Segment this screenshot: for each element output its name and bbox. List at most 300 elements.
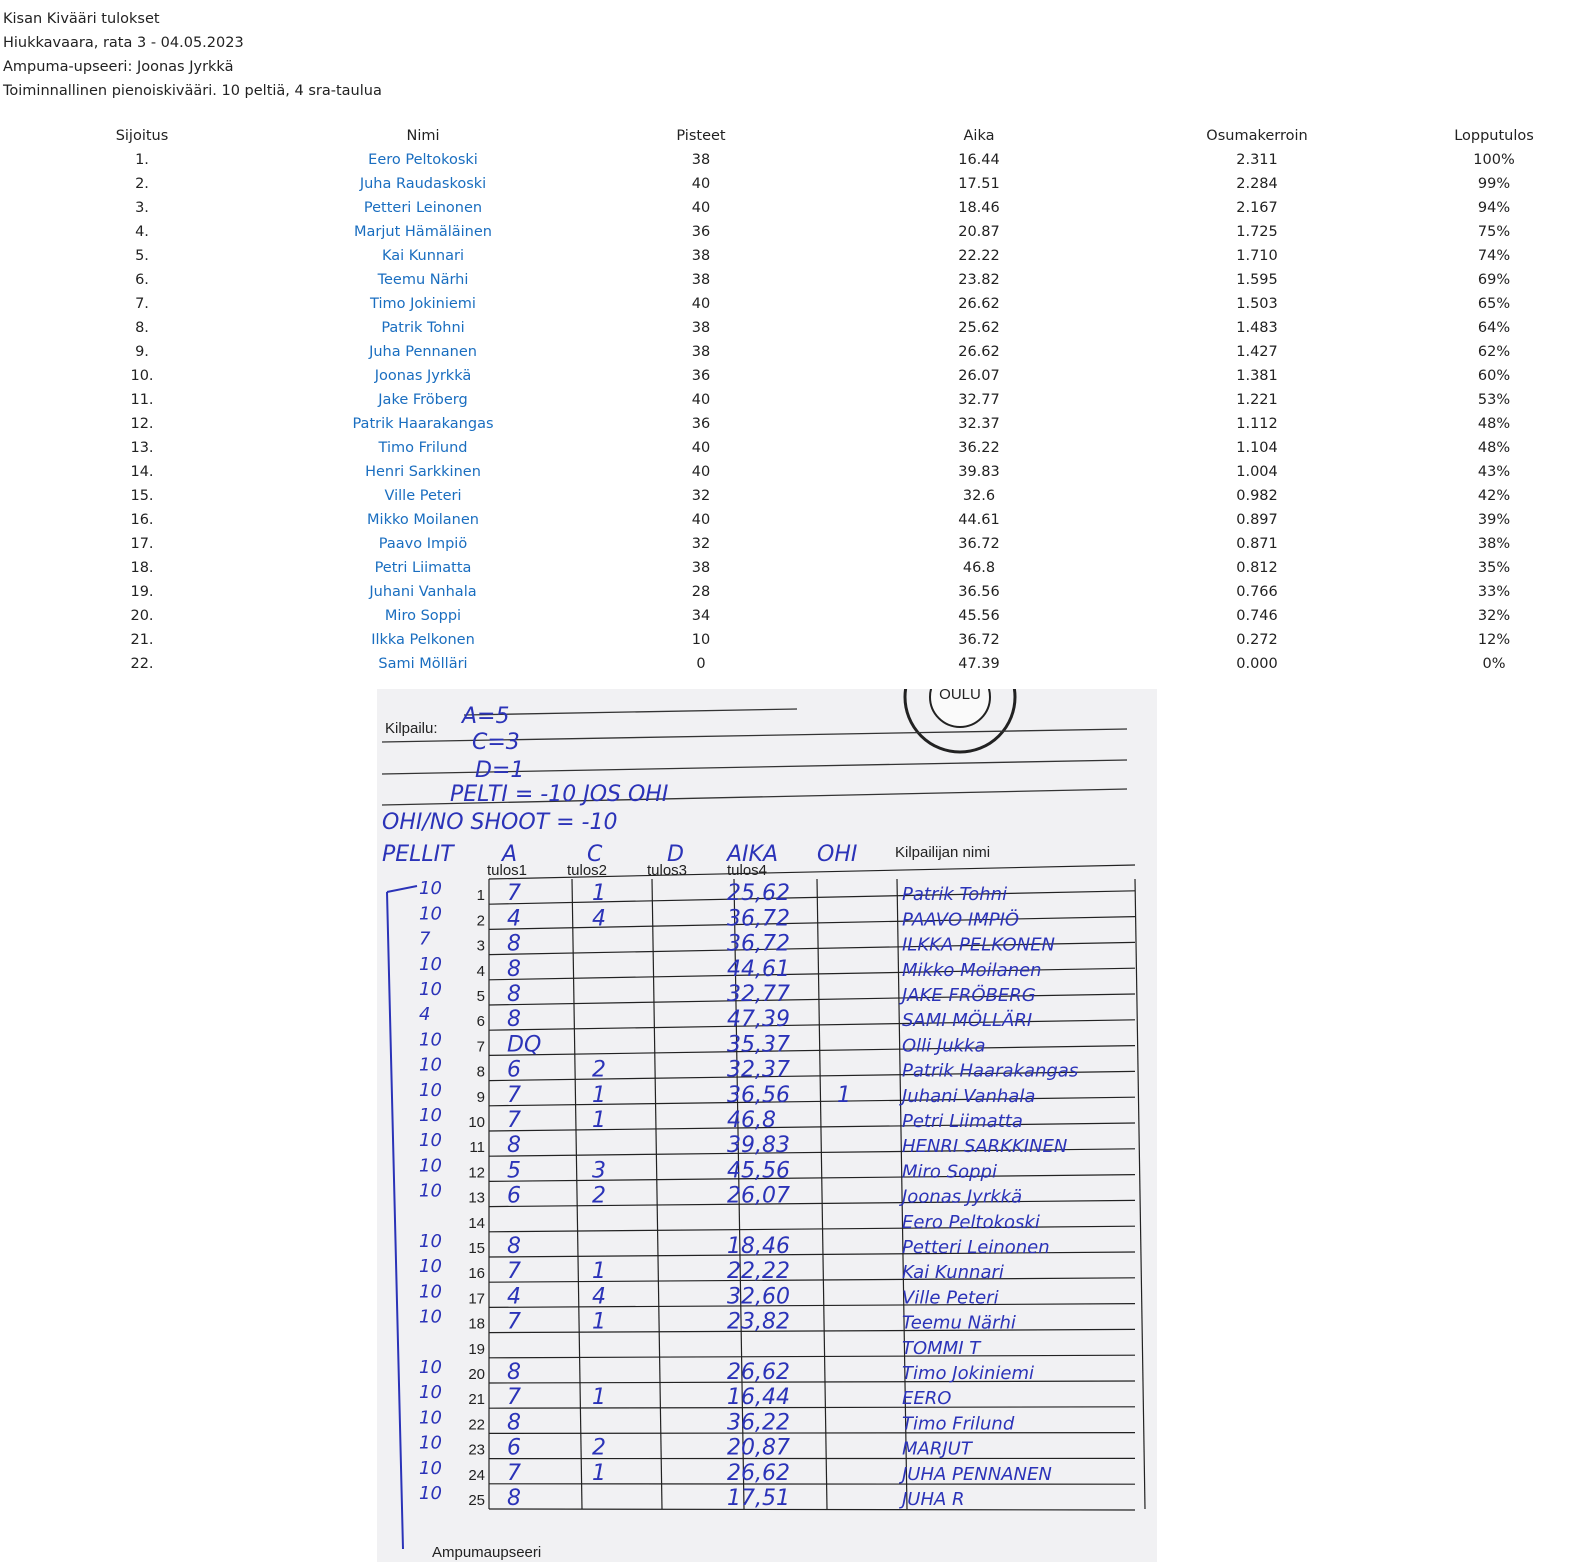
handwritten-a-hits: 7 [507, 1108, 521, 1133]
handwritten-time: 20,87 [727, 1435, 790, 1461]
handwritten-competitor-name: JUHA R [902, 1489, 965, 1510]
handwritten-column-letter: D [667, 842, 684, 867]
handwritten-time: 47,39 [727, 1007, 790, 1033]
row-number: 3 [476, 937, 485, 955]
competitor-link[interactable]: Patrik Haarakangas [352, 416, 494, 432]
cell-hit-factor: 1.104 [1236, 440, 1278, 456]
handwritten-a-hits: 6 [507, 1057, 521, 1083]
cell-hit-factor: 1.483 [1236, 320, 1278, 336]
handwritten-c-hits: 1 [592, 1082, 606, 1108]
cell-time: 23.82 [958, 272, 1000, 288]
handwritten-c-hits: 1 [592, 881, 606, 907]
handwritten-competitor-name: Ville Peteri [902, 1287, 999, 1309]
col-header-rank: Sijoitus [115, 128, 169, 144]
handwritten-pellit: 10 [419, 1407, 442, 1429]
competitor-link[interactable]: Ville Peteri [384, 488, 462, 504]
handwritten-a-hits: 8 [507, 1007, 521, 1033]
cell-points: 40 [691, 200, 711, 216]
table-row [0, 244, 1592, 268]
cell-rank: 13. [130, 440, 154, 456]
handwritten-time: 32,60 [727, 1284, 790, 1310]
cell-points: 28 [691, 584, 711, 600]
handwritten-c-hits: 1 [592, 1309, 606, 1335]
cell-hit-factor: 1.503 [1236, 296, 1278, 312]
handwritten-competitor-name: Miro Soppi [902, 1161, 997, 1183]
cell-result: 74% [1477, 248, 1511, 264]
printed-name-header: Kilpailijan nimi [895, 844, 991, 861]
handwritten-column-letter: A [502, 842, 518, 867]
cell-rank: 12. [130, 416, 154, 432]
cell-time: 44.61 [958, 512, 1000, 528]
cell-hit-factor: 0.000 [1236, 656, 1278, 672]
competitor-link[interactable]: Paavo Impiö [378, 536, 468, 552]
cell-rank: 20. [130, 608, 154, 624]
table-row [0, 484, 1592, 508]
handwritten-column-letter: OHI [817, 842, 858, 867]
cell-time: 22.22 [958, 248, 1000, 264]
cell-hit-factor: 0.272 [1236, 632, 1278, 648]
cell-hit-factor: 2.167 [1236, 200, 1278, 216]
cell-points: 38 [691, 272, 711, 288]
handwritten-pellit: 10 [419, 1231, 442, 1252]
handwritten-pellit: 10 [419, 1054, 442, 1076]
handwritten-competitor-name: Petri Liimatta [902, 1111, 1023, 1132]
competitor-link[interactable]: Timo Jokiniemi [370, 296, 476, 312]
cell-result: 100% [1473, 152, 1515, 168]
cell-rank: 9. [135, 344, 149, 360]
handwritten-competitor-name: PAAVO IMPIÖ [902, 909, 1020, 931]
competitor-link[interactable]: Petri Liimatta [374, 560, 472, 576]
row-number: 19 [468, 1340, 485, 1358]
handwritten-competitor-name: JAKE FRÖBERG [902, 985, 1036, 1006]
cell-result: 99% [1477, 176, 1511, 192]
row-number: 24 [468, 1466, 485, 1484]
cell-points: 32 [691, 488, 711, 504]
cell-points: 40 [691, 464, 711, 480]
handwritten-competitor-name: Petteri Leinonen [902, 1237, 1050, 1258]
cell-rank: 11. [130, 392, 154, 408]
cell-points: 40 [691, 392, 711, 408]
cell-time: 32.6 [962, 488, 996, 504]
cell-name [284, 148, 562, 172]
handwritten-competitor-name: TOMMI T [902, 1337, 981, 1359]
handwritten-a-hits: 5 [507, 1158, 521, 1184]
cell-time: 17.51 [958, 176, 1000, 192]
handwritten-a-hits: 6 [507, 1183, 521, 1209]
grid-row-line [489, 1433, 1135, 1434]
competitor-link[interactable]: Mikko Moilanen [367, 512, 479, 528]
cell-points: 38 [691, 320, 711, 336]
competitor-link[interactable]: Marjut Hämäläinen [354, 224, 492, 240]
cell-result: 42% [1477, 488, 1511, 504]
cell-time: 18.46 [958, 200, 1000, 216]
cell-result: 62% [1477, 344, 1511, 360]
handwritten-time: 35,37 [727, 1032, 790, 1058]
handwritten-column-letter: AIKA [727, 842, 779, 867]
handwritten-a-hits: 7 [507, 1385, 521, 1411]
table-row [0, 436, 1592, 460]
row-number: 17 [468, 1290, 485, 1308]
handwritten-pellit: 10 [419, 1155, 442, 1177]
cell-points: 38 [691, 344, 711, 360]
cell-points: 40 [691, 176, 711, 192]
col-header-points: Pisteet [676, 128, 726, 144]
cell-rank: 18. [130, 560, 154, 576]
handwritten-a-hits: 8 [507, 956, 521, 982]
handwritten-a-hits: 7 [507, 1259, 521, 1285]
printed-column-header: tulos3 [647, 862, 688, 879]
cell-result: 64% [1477, 320, 1511, 336]
event-location-date: Hiukkavaara, rata 3 - 04.05.2023 [3, 35, 244, 51]
cell-rank: 17. [130, 536, 154, 552]
handwritten-pellit: 10 [419, 878, 442, 900]
handwritten-note: PELTI = -10 JOS OHI [450, 782, 669, 807]
handwritten-pellit: 10 [419, 1306, 442, 1328]
handwritten-a-hits: 4 [507, 906, 521, 932]
cell-rank: 7. [135, 296, 149, 312]
cell-hit-factor: 1.427 [1236, 344, 1278, 360]
competitor-link[interactable]: Eero Peltokoski [368, 152, 478, 168]
col-header-name: Nimi [406, 128, 440, 144]
cell-hit-factor: 1.725 [1236, 224, 1278, 240]
cell-result: 35% [1477, 560, 1511, 576]
cell-points: 32 [691, 536, 711, 552]
col-header-hit-factor: Osumakerroin [1206, 128, 1308, 144]
cell-time: 36.72 [958, 632, 1000, 648]
cell-rank: 8. [135, 320, 149, 336]
handwritten-time: 45,56 [727, 1158, 790, 1184]
handwritten-pellit: 10 [419, 1105, 442, 1126]
cell-result: 48% [1477, 440, 1511, 456]
row-number: 9 [476, 1088, 485, 1106]
handwritten-pellit: 10 [419, 1130, 442, 1152]
handwritten-pellit: 10 [419, 1180, 442, 1202]
handwritten-note: A=5 [462, 704, 510, 729]
handwritten-time: 26,62 [727, 1460, 790, 1486]
cell-name [284, 652, 562, 676]
cell-name [284, 604, 562, 628]
handwritten-pellit: 10 [419, 1029, 442, 1051]
cell-hit-factor: 0.812 [1236, 560, 1278, 576]
cell-rank: 14. [130, 464, 154, 480]
table-row [0, 460, 1592, 484]
cell-points: 38 [691, 152, 711, 168]
handwritten-time: 36,56 [727, 1082, 790, 1108]
handwritten-time: 32,37 [727, 1057, 790, 1083]
handwritten-a-hits: 8 [507, 1486, 521, 1511]
handwritten-competitor-name: Mikko Moilanen [902, 959, 1042, 981]
cell-points: 36 [691, 224, 711, 240]
competitor-link[interactable]: Juha Pennanen [369, 344, 477, 360]
handwritten-competitor-name: SAMI MÖLLÄRI [902, 1010, 1033, 1032]
page-header [3, 7, 382, 103]
table-row [0, 604, 1592, 628]
cell-hit-factor: 1.112 [1236, 416, 1278, 432]
handwritten-pellit: 10 [419, 1382, 442, 1404]
cell-time: 32.37 [958, 416, 1000, 432]
handwritten-c-hits: 4 [592, 1284, 606, 1310]
cell-name [284, 532, 562, 556]
row-number: 21 [468, 1391, 485, 1409]
handwritten-note: C=3 [472, 730, 520, 755]
handwritten-a-hits: 7 [507, 1309, 521, 1335]
cell-time: 26.07 [958, 368, 1000, 384]
kilpailu-label: Kilpailu: [385, 720, 438, 737]
row-number: 25 [468, 1492, 485, 1509]
handwritten-a-hits: 6 [507, 1435, 521, 1461]
handwritten-column-letter: C [587, 842, 603, 867]
cell-points: 38 [691, 248, 711, 264]
handwritten-c-hits: 4 [592, 906, 606, 932]
table-row [0, 628, 1592, 652]
cell-points: 36 [691, 368, 711, 384]
cell-name [284, 556, 562, 580]
row-number: 5 [476, 988, 485, 1005]
cell-result: 48% [1477, 416, 1511, 432]
competitor-link[interactable]: Jake Fröberg [378, 392, 468, 408]
handwritten-time: 44,61 [727, 956, 790, 982]
handwritten-time: 25,62 [727, 881, 790, 907]
table-row [0, 316, 1592, 340]
cell-result: 0% [1482, 656, 1506, 672]
handwritten-competitor-name: ILKKA PELKONEN [902, 934, 1056, 956]
cell-time: 36.56 [958, 584, 1000, 600]
handwritten-competitor-name: Eero Peltokoski [902, 1211, 1040, 1233]
competitor-link[interactable]: Petteri Leinonen [363, 200, 483, 216]
cell-hit-factor: 2.284 [1236, 176, 1278, 192]
cell-name [284, 196, 562, 220]
cell-name [284, 460, 562, 484]
footer-label: Ampumaupseeri [432, 1544, 542, 1561]
row-number: 6 [476, 1013, 485, 1031]
cell-time: 39.83 [958, 464, 1000, 480]
table-row [0, 580, 1592, 604]
cell-time: 36.22 [958, 440, 1000, 456]
event-description: Toiminnallinen pienoiskivääri. 10 peltiä, 4 sra-taulua [3, 83, 382, 99]
handwritten-pellit: 10 [419, 979, 442, 1000]
handwritten-competitor-name: Patrik Haarakangas [902, 1060, 1079, 1082]
handwritten-a-hits: 7 [507, 881, 521, 907]
row-number: 11 [469, 1139, 485, 1157]
cell-rank: 21. [130, 632, 154, 648]
cell-rank: 3. [135, 200, 149, 216]
cell-name [284, 436, 562, 460]
cell-rank: 2. [135, 176, 149, 192]
cell-result: 53% [1477, 392, 1511, 408]
col-header-time: Aika [963, 128, 995, 144]
handwritten-competitor-name: Teemu Närhi [902, 1312, 1016, 1334]
cell-rank: 10. [130, 368, 154, 384]
handwritten-note: OHI/NO SHOOT = -10 [382, 810, 618, 835]
cell-hit-factor: 2.311 [1236, 152, 1278, 168]
cell-name [284, 340, 562, 364]
printed-column-header: tulos2 [567, 862, 608, 879]
cell-result: 33% [1477, 584, 1511, 600]
cell-hit-factor: 0.746 [1236, 608, 1278, 624]
cell-points: 36 [691, 416, 711, 432]
cell-time: 25.62 [958, 320, 1000, 336]
cell-name [284, 628, 562, 652]
cell-result: 43% [1477, 464, 1511, 480]
cell-hit-factor: 1.595 [1236, 272, 1278, 288]
competitor-link[interactable]: Ilkka Pelkonen [371, 632, 475, 648]
cell-name [284, 244, 562, 268]
handwritten-a-hits: 8 [507, 1234, 521, 1259]
handwritten-competitor-name: JUHA PENNANEN [902, 1463, 1052, 1485]
cell-rank: 4. [135, 224, 149, 240]
table-row [0, 364, 1592, 388]
row-number: 13 [468, 1189, 485, 1207]
row-number: 23 [468, 1441, 485, 1459]
cell-time: 16.44 [958, 152, 1000, 168]
table-row [0, 532, 1592, 556]
cell-hit-factor: 0.766 [1236, 584, 1278, 600]
handwritten-a-hits: 8 [507, 931, 521, 957]
handwritten-pellit: 10 [419, 1483, 442, 1504]
handwritten-time: 46,8 [727, 1108, 776, 1133]
handwritten-pellit: 10 [419, 1281, 442, 1303]
cell-points: 34 [691, 608, 711, 624]
cell-result: 32% [1477, 608, 1511, 624]
row-number: 12 [468, 1164, 485, 1182]
table-row [0, 220, 1592, 244]
row-number: 14 [468, 1214, 485, 1232]
row-number: 1 [476, 887, 485, 905]
cell-time: 26.62 [958, 344, 1000, 360]
handwritten-pellit: 10 [419, 953, 442, 975]
cell-name [284, 316, 562, 340]
cell-result: 65% [1477, 296, 1511, 312]
cell-result: 60% [1477, 368, 1511, 384]
table-row [0, 508, 1592, 532]
handwritten-pellit: 10 [419, 1357, 442, 1378]
table-row [0, 388, 1592, 412]
results-body [0, 148, 1592, 676]
handwritten-competitor-name: Juhani Vanhala [902, 1085, 1036, 1107]
competitor-link[interactable]: Juha Raudaskoski [359, 176, 487, 192]
handwritten-a-hits: 8 [507, 1133, 521, 1159]
cell-points: 40 [691, 512, 711, 528]
handwritten-c-hits: 1 [592, 1385, 606, 1411]
handwritten-pellit: 10 [419, 1457, 442, 1479]
competitor-link[interactable]: Henri Sarkkinen [365, 464, 481, 480]
handwritten-pellit: 10 [419, 1256, 442, 1278]
cell-name [284, 364, 562, 388]
row-number: 16 [468, 1265, 485, 1283]
cell-points: 10 [691, 632, 711, 648]
handwritten-a-hits: 7 [507, 1460, 521, 1486]
handwritten-a-hits: 4 [507, 1284, 521, 1310]
handwritten-competitor-name: MARJUT [902, 1438, 972, 1460]
row-number: 15 [468, 1240, 485, 1257]
competitor-link[interactable]: Sami Mölläri [378, 656, 468, 672]
competitor-link[interactable]: Teemu Närhi [377, 272, 469, 288]
handwritten-c-hits: 2 [592, 1183, 606, 1209]
table-row [0, 292, 1592, 316]
table-row [0, 412, 1592, 436]
table-row [0, 196, 1592, 220]
cell-name [284, 172, 562, 196]
handwritten-time: 18,46 [727, 1234, 790, 1259]
handwritten-pellit: 7 [419, 928, 431, 950]
cell-hit-factor: 0.982 [1236, 488, 1278, 504]
cell-hit-factor: 0.871 [1236, 536, 1278, 552]
col-header-result: Lopputulos [1454, 128, 1534, 144]
handwritten-pellit: 4 [419, 1004, 431, 1026]
cell-time: 45.56 [958, 608, 1000, 624]
handwritten-competitor-name: Patrik Tohni [902, 884, 1008, 906]
table-row [0, 340, 1592, 364]
competitor-link[interactable]: Joonas Jyrkkä [374, 368, 472, 384]
handwritten-pellit: 10 [419, 1079, 442, 1101]
handwritten-time: 39,83 [727, 1133, 790, 1159]
table-row [0, 148, 1592, 172]
row-number: 18 [468, 1315, 485, 1333]
competitor-link[interactable]: Miro Soppi [384, 608, 462, 624]
handwritten-c-hits: 2 [592, 1057, 606, 1083]
cell-hit-factor: 0.897 [1236, 512, 1278, 528]
table-row [0, 268, 1592, 292]
handwritten-time: 36,72 [727, 931, 790, 957]
competitor-link[interactable]: Juhani Vanhala [369, 584, 477, 600]
handwritten-time: 23,82 [727, 1309, 790, 1335]
handwritten-competitor-name: Joonas Jyrkkä [902, 1186, 1023, 1208]
handwritten-competitor-name: Timo Jokiniemi [902, 1363, 1035, 1384]
cell-hit-factor: 1.004 [1236, 464, 1278, 480]
table-row [0, 652, 1592, 676]
competitor-link[interactable]: Patrik Tohni [381, 320, 465, 336]
handwritten-pellit: 10 [419, 1432, 442, 1454]
cell-rank: 22. [130, 656, 154, 672]
cell-time: 46.8 [962, 560, 996, 576]
cell-result: 39% [1477, 512, 1511, 528]
handwritten-time: 36,22 [727, 1410, 790, 1436]
range-officer: Ampuma-upseeri: Joonas Jyrkkä [3, 59, 234, 75]
cell-time: 26.62 [958, 296, 1000, 312]
competitor-link[interactable]: Timo Frilund [378, 440, 468, 456]
handwritten-miss: 1 [837, 1082, 851, 1108]
competitor-link[interactable]: Kai Kunnari [381, 248, 464, 264]
cell-name [284, 412, 562, 436]
cell-rank: 1. [135, 152, 149, 168]
handwritten-a-hits: DQ [507, 1032, 542, 1058]
row-number: 8 [476, 1063, 485, 1081]
scoresheet-photo [377, 689, 1157, 1562]
row-number: 2 [476, 912, 485, 930]
cell-result: 38% [1477, 536, 1511, 552]
scoresheet-drawing [377, 689, 1157, 1562]
cell-result: 12% [1477, 632, 1511, 648]
handwritten-competitor-name: Olli Jukka [902, 1035, 986, 1057]
cell-name [284, 508, 562, 532]
stamp-text: OULU [939, 689, 981, 703]
results-table [0, 124, 1592, 676]
handwritten-competitor-name: Kai Kunnari [902, 1262, 1004, 1284]
cell-points: 40 [691, 296, 711, 312]
handwritten-competitor-name: EERO [902, 1388, 952, 1410]
handwritten-time: 17,51 [727, 1486, 790, 1511]
handwritten-c-hits: 1 [592, 1259, 606, 1285]
handwritten-time: 22,22 [727, 1259, 790, 1285]
handwritten-a-hits: 8 [507, 1360, 521, 1385]
cell-hit-factor: 1.710 [1236, 248, 1278, 264]
handwritten-time: 26,07 [727, 1183, 790, 1209]
cell-time: 47.39 [958, 656, 1000, 672]
cell-result: 94% [1477, 200, 1511, 216]
cell-result: 69% [1477, 272, 1511, 288]
cell-name [284, 268, 562, 292]
cell-points: 38 [691, 560, 711, 576]
